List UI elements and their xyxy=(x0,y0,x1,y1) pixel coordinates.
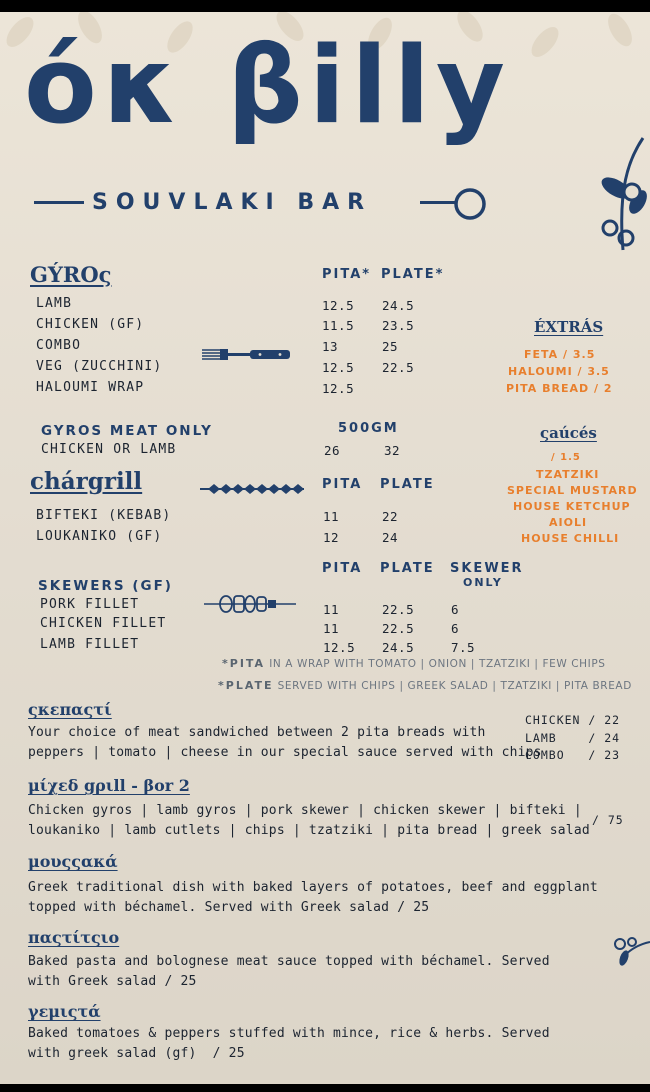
pastitsio-description-line: with Greek salad / 25 xyxy=(28,974,197,989)
gyros-col-pita: PITA* xyxy=(322,267,372,282)
skewers-item-pita: 12.5 xyxy=(323,640,356,655)
gyros-meat-only-item: CHICKEN OR LAMB xyxy=(41,442,177,457)
skewers-item-skewer: 7.5 xyxy=(451,640,476,655)
key-ring-icon xyxy=(452,186,492,222)
gyros-meat-only-col: 500GM xyxy=(338,421,399,436)
extras-item: FETA / 3.5 xyxy=(524,348,596,361)
chargrill-item-name: BIFTEKI (KEBAB) xyxy=(36,508,172,523)
gyros-item-pita: 12.5 xyxy=(322,360,355,375)
sauces-item: HOUSE KETCHUP xyxy=(513,500,631,513)
chargrill-item-name: LOUKANIKO (GF) xyxy=(36,529,163,544)
skewers-item-skewer: 6 xyxy=(451,621,460,636)
gyros-item-name: COMBO xyxy=(36,338,82,353)
plate-footnote-text: SERVED WITH CHIPS | GREEK SALAD | TZATZIKI | PITA BREAD xyxy=(277,680,632,692)
skewers-item-name: LAMB FILLET xyxy=(40,637,140,652)
logo-subtitle: SOUVLAKI BAR xyxy=(92,190,373,215)
logo-right-rule xyxy=(420,201,456,204)
chargrill-item-plate: 24 xyxy=(382,530,399,545)
gyros-item-pita: 12.5 xyxy=(322,298,355,313)
moussaka-description-line: topped with béchamel. Served with Greek salad / 25 xyxy=(28,900,430,915)
gemista-title: γεμιςτά xyxy=(28,1002,101,1021)
skepasti-price: CHICKEN / 22 xyxy=(525,713,621,727)
mixed-grill-description-line: loukaniko | lamb cutlets | chips | tzatziki | pita bread | greek salad xyxy=(28,823,590,838)
gyros-meat-only-title: GYROS MEAT ONLY xyxy=(41,423,213,439)
gyros-item-name: LAMB xyxy=(36,296,73,311)
sauces-item: AIOLI xyxy=(549,516,588,529)
chargrill-item-pita: 12 xyxy=(323,530,340,545)
sauces-price: / 1.5 xyxy=(551,452,581,463)
skepasti-price: COMBO / 23 xyxy=(525,748,621,762)
gyros-section-title: GÝROς xyxy=(30,262,112,287)
gyros-item-pita: 12.5 xyxy=(322,381,355,396)
pita-footnote-key: *PITA xyxy=(222,657,266,670)
skewers-item-pita: 11 xyxy=(323,621,340,636)
skewers-item-plate: 24.5 xyxy=(382,640,415,655)
pastitsio-description-line: Baked pasta and bolognese meat sauce topped with béchamel. Served xyxy=(28,954,550,969)
logo-left-rule xyxy=(34,201,84,204)
gyros-item-plate: 25 xyxy=(382,339,399,354)
chargrill-item-plate: 22 xyxy=(382,509,399,524)
menu-page xyxy=(0,12,650,1084)
mixed-grill-title: μίχεδ gριll - βor 2 xyxy=(28,776,190,795)
gyros-item-name: CHICKEN (GF) xyxy=(36,317,145,332)
fork-icon xyxy=(200,346,296,362)
plate-footnote xyxy=(218,679,632,692)
skewers-item-name: PORK FILLET xyxy=(40,597,140,612)
moussaka-title: μουςςακά xyxy=(28,852,118,871)
skewers-col-skewer: SKEWER xyxy=(450,561,524,576)
pita-footnote xyxy=(222,657,606,670)
skewers-item-plate: 22.5 xyxy=(382,602,415,617)
gemista-description-line: Baked tomatoes & peppers stuffed with mince, rice & herbs. Served xyxy=(28,1026,550,1041)
gyros-item-plate: 22.5 xyxy=(382,360,415,375)
gyros-item-name: VEG (ZUCCHINI) xyxy=(36,359,163,374)
skepasti-price: LAMB / 24 xyxy=(525,731,621,745)
gyros-item-plate: 23.5 xyxy=(382,318,415,333)
chargrill-section-title: chárgrill xyxy=(30,468,143,495)
skepasti-title: ςκεπαςτί xyxy=(28,700,112,719)
gyros-meat-only-a: 26 xyxy=(324,443,341,458)
skewers-col-pita: PITA xyxy=(322,561,363,576)
skepasti-description-line: peppers | tomato | cheese in our special sauce served with chips xyxy=(28,745,542,760)
plate-footnote-key: *PLATE xyxy=(218,679,274,692)
skewers-col-plate: PLATE xyxy=(380,561,435,576)
kebab-skewer-icon xyxy=(204,592,296,616)
sauces-item: TZATZIKI xyxy=(536,468,600,481)
moussaka-description-line: Greek traditional dish with baked layers of potatoes, beef and eggplant xyxy=(28,880,598,895)
olive-branch-icon xyxy=(588,130,650,260)
gyros-item-name: HALOUMI WRAP xyxy=(36,380,145,395)
mixed-grill-price: / 75 xyxy=(592,813,624,827)
chargrill-col-pita: PITA xyxy=(322,477,363,492)
gyros-item-pita: 13 xyxy=(322,339,339,354)
skewers-item-skewer: 6 xyxy=(451,602,460,617)
chargrill-col-plate: PLATE xyxy=(380,477,435,492)
extras-item: HALOUMI / 3.5 xyxy=(508,365,610,378)
extras-section-title: ÉXTRÁS xyxy=(534,318,604,336)
mixed-grill-description-line: Chicken gyros | lamb gyros | pork skewer | chicken skewer | bifteki | xyxy=(28,803,582,818)
sauces-section-title: ςaúcés xyxy=(540,424,597,442)
sauces-item: HOUSE CHILLI xyxy=(521,532,620,545)
skewers-item-name: CHICKEN FILLET xyxy=(40,616,167,631)
chargrill-skewer-icon xyxy=(200,482,304,496)
gyros-item-pita: 11.5 xyxy=(322,318,355,333)
extras-item: PITA BREAD / 2 xyxy=(506,382,613,395)
gyros-col-plate: PLATE* xyxy=(381,267,445,282)
gemista-description-line: with greek salad (gf) / 25 xyxy=(28,1046,245,1061)
skewers-item-plate: 22.5 xyxy=(382,621,415,636)
pastitsio-title: παςτίτςιο xyxy=(28,928,120,947)
chargrill-item-pita: 11 xyxy=(323,509,340,524)
skewers-item-pita: 11 xyxy=(323,602,340,617)
sauces-item: SPECIAL MUSTARD xyxy=(507,484,638,497)
skepasti-description-line: Your choice of meat sandwiched between 2 pita breads with xyxy=(28,725,486,740)
gyros-item-plate: 24.5 xyxy=(382,298,415,313)
restaurant-logo-title: όκ βilly xyxy=(24,24,512,147)
skewers-section-title: SKEWERS (GF) xyxy=(38,578,173,594)
gyros-meat-only-b: 32 xyxy=(384,443,401,458)
pita-footnote-text: IN A WRAP WITH TOMATO | ONION | TZATZIKI | FEW CHIPS xyxy=(269,658,606,670)
skewers-col-skewer-sub: ONLY xyxy=(463,576,503,589)
olive-branch-small-icon xyxy=(610,930,650,970)
